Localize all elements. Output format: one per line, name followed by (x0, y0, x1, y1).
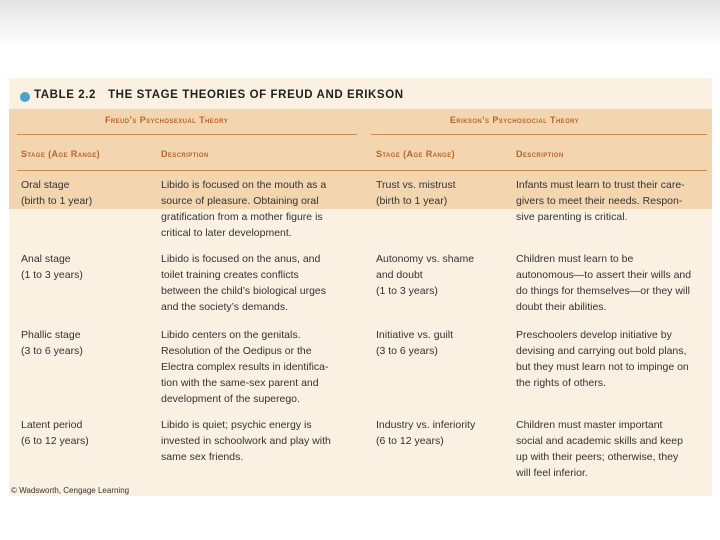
column-header-freud-stage: Stage (Age Range) (21, 149, 101, 159)
erikson-stage-cell: Industry vs. inferiority (6 to 12 years) (376, 419, 476, 447)
freud-description-cell: Libido is focused on the mouth as a source of pleasure. Obtaining oral gratification from a mother figure is critical to later development. (161, 179, 327, 239)
freud-description-cell: Libido is focused on the anus, and toilet training creates conflicts between the child’s biological urges and the society’s demands. (161, 253, 326, 313)
freud-theory-heading: Freud’s Psychosexual Theory (105, 115, 229, 125)
top-bar (0, 0, 720, 48)
table-name: THE STAGE THEORIES OF FREUD AND ERIKSON (108, 89, 404, 101)
divider (371, 134, 707, 135)
erikson-description-cell: Preschoolers develop initiative by devising and carrying out bold plans, but they must learn not to impinge on the rights of others. (516, 329, 689, 389)
table-title-row (9, 86, 712, 108)
freud-stage-cell: Phallic stage (3 to 6 years) (21, 329, 83, 357)
erikson-stage-cell: Initiative vs. guilt (3 to 6 years) (376, 329, 454, 357)
erikson-stage-cell: Autonomy vs. shame and doubt (1 to 3 years) (376, 253, 475, 297)
freud-description-cell: Libido centers on the genitals. Resolution of the Oedipus or the Electra complex results in identifica- tion with the same-sex parent and development of the superego. (161, 329, 329, 405)
erikson-description-cell: Infants must learn to trust their care- givers to meet their needs. Respon- sive parenting is critical. (516, 179, 685, 223)
column-header-erikson-description: Description (516, 149, 564, 159)
bullet-dot-icon (20, 92, 30, 102)
erikson-description-cell: Children must master important social and academic skills and keep up with their peers; otherwise, they will feel inferior. (516, 419, 683, 479)
erikson-description-cell: Children must learn to be autonomous—to assert their wills and do things for themselves—or they will doubt their abilities. (516, 253, 692, 313)
table-title (34, 89, 404, 101)
freud-stage-cell: Oral stage (birth to 1 year) (21, 179, 93, 207)
copyright-credit: © Wadsworth, Cengage Learning (11, 486, 130, 495)
erikson-theory-heading: Erikson’s Psychosocial Theory (450, 115, 580, 125)
table-label: TABLE 2.2 (34, 89, 97, 101)
column-header-freud-description: Description (161, 149, 209, 159)
table-slide (9, 78, 712, 496)
column-header-erikson-stage: Stage (Age Range) (376, 149, 456, 159)
divider (17, 170, 707, 171)
freud-stage-cell: Latent period (6 to 12 years) (21, 419, 89, 447)
freud-description-cell: Libido is quiet; psychic energy is invested in schoolwork and play with same sex friends. (161, 419, 331, 463)
divider (17, 134, 357, 135)
erikson-stage-cell: Trust vs. mistrust (birth to 1 year) (376, 179, 456, 207)
freud-stage-cell: Anal stage (1 to 3 years) (21, 253, 83, 281)
